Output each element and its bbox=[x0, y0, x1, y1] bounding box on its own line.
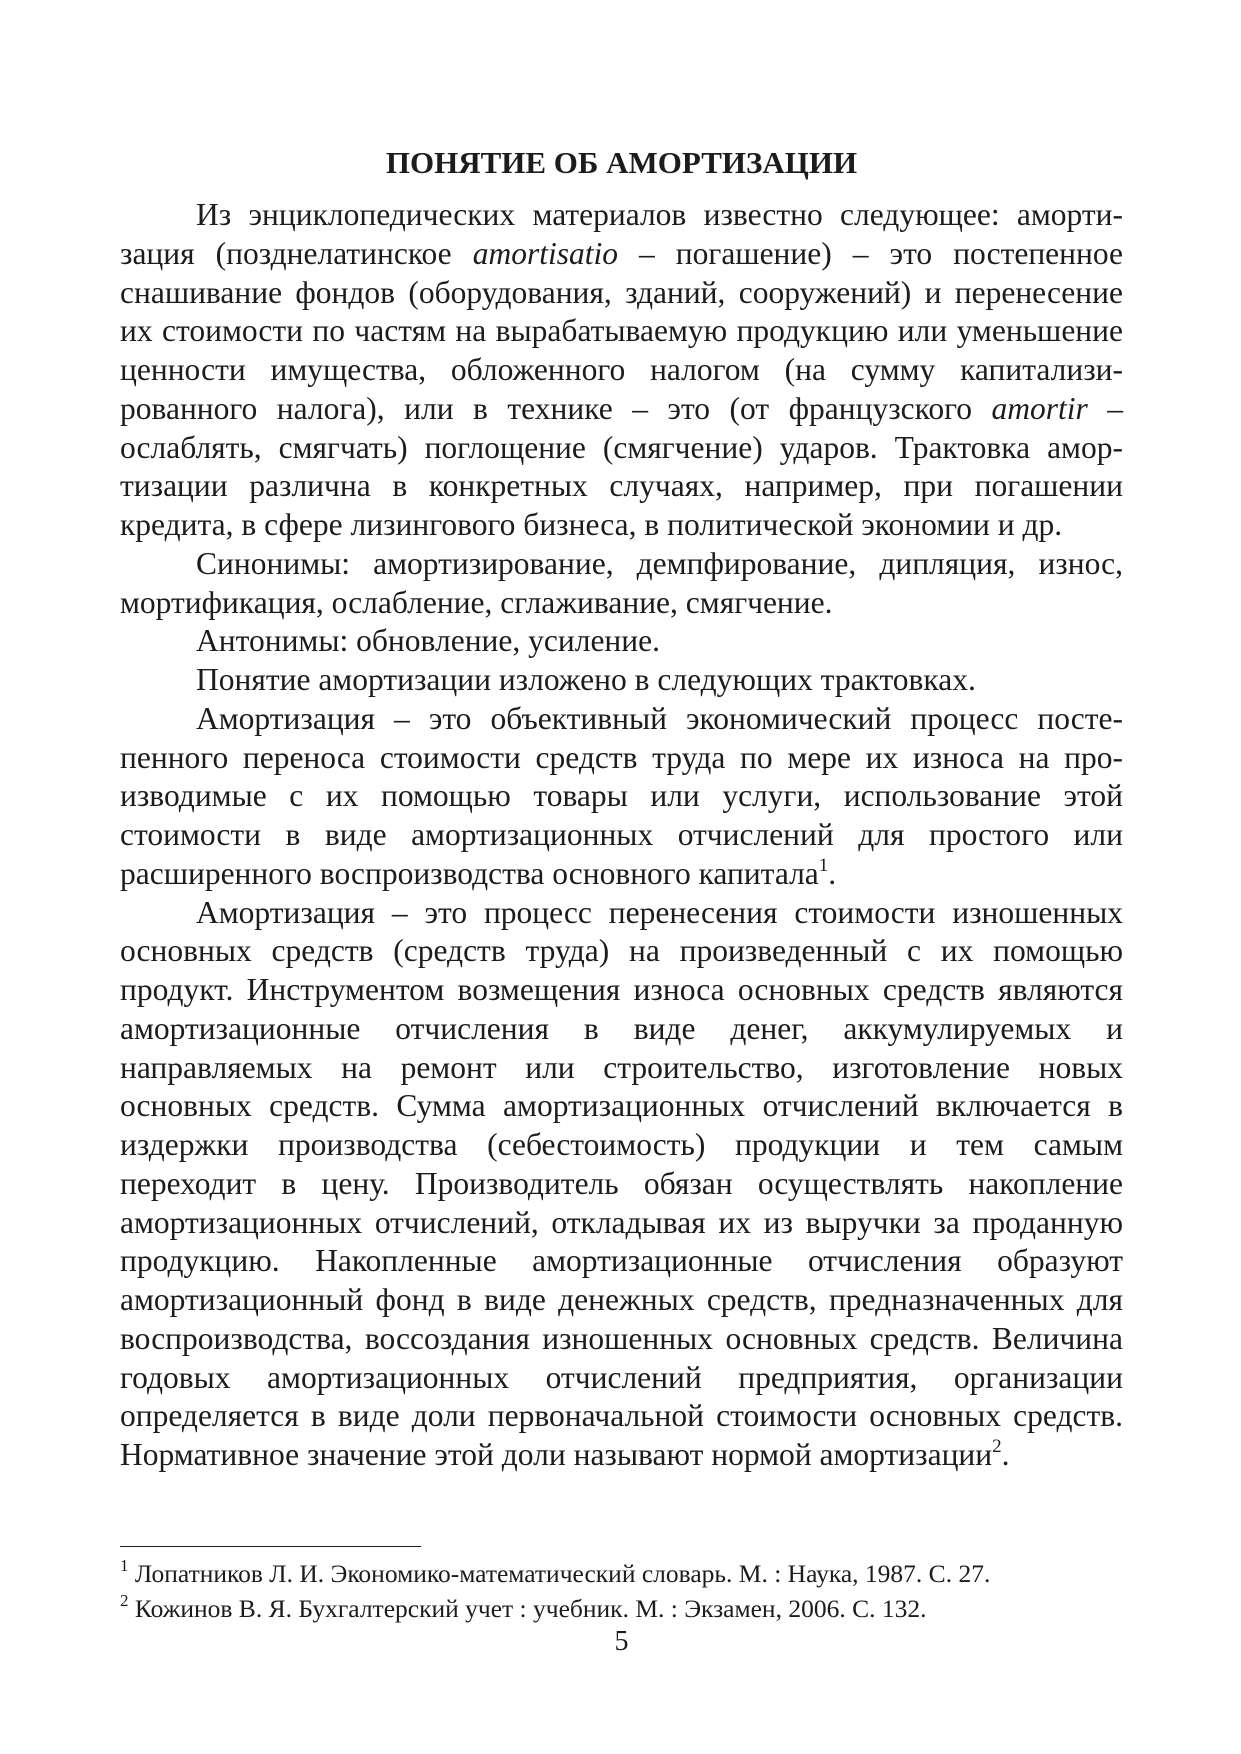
footnote-ref-1[interactable]: 1 bbox=[818, 854, 829, 876]
definition-2-text: Амортизация – это процесс перенесения стоимости изношенных основных средств (средств труда) на произведенный с их помощью продукт. Инструментом возмещения износа основных средств являются амортизационные отчисления в виде денег, аккумулируемых и направляемых на ремонт или строительство, изготовление новых основных средств. Сумма амортизационных отчислений включается в издержки производства (себестоимость) продукции и тем самым переходит в цену. Производитель обязан осуществлять накопление амортизационных отчислений, откладывая их из выручки за проданную продукцию. Накопленные амортизационные отчисления образуют амортизационный фонд в виде денежных средств, предназначенных для воспроизводства, воссоздания изношенных основных средств. Величина годовых амортизационных отчислений предприятия, организации определяется в виде доли первоначальной стоимости основных средств. Нормативное значение этой доли называют нормой амортизации bbox=[120, 894, 1123, 1472]
paragraph-intro bbox=[120, 196, 1123, 545]
intro-text-2: – погашение) – это постепенное снашивание фондов (оборудования, зданий, сооружений) и перенесение их стоимости по частям на вырабатываемую продукцию или уменьшение ценности имущества, обложенного налогом (на сумму капитализированного налога), или в технике – это (от французского bbox=[120, 235, 1123, 426]
paragraph-synonyms: Синонимы: амортизирование, демпфирование, дипляция, износ, мортификация, ослабление, сглаживание, смягчение. bbox=[120, 545, 1123, 620]
page-title: ПОНЯТИЕ ОБ АМОРТИЗАЦИИ bbox=[385, 145, 858, 180]
footnote-1-text: Лопатников Л. И. Экономико-математический словарь. М. : Наука, 1987. С. 27. bbox=[128, 1559, 991, 1588]
footnotes bbox=[120, 1556, 1123, 1626]
paragraph-interpretations: Понятие амортизации изложено в следующих трактовках. bbox=[196, 662, 976, 697]
footnote-ref-2[interactable]: 2 bbox=[992, 1436, 1002, 1457]
footnote-2 bbox=[120, 1591, 1123, 1626]
footnote-1-mark: 1 bbox=[120, 1556, 129, 1575]
intro-text-3: – ослаблять, смягчать) поглощение (смягчение) ударов. Трактовка амортизации различна в конкретных случаях, например, при погашении кредита, в сфере лизингового бизнеса, в политической экономии и др. bbox=[120, 390, 1124, 542]
paragraph-definition-1 bbox=[120, 700, 1123, 894]
footnote-2-text: Кожинов В. Я. Бухгалтерский учет : учебник. М. : Экзамен, 2006. С. 132. bbox=[128, 1594, 927, 1623]
page-number: 5 bbox=[614, 1626, 629, 1657]
intro-term-french: amortir bbox=[991, 390, 1088, 426]
definition-2-end: . bbox=[1001, 1437, 1010, 1472]
intro-text-1: Из энциклопедических материалов известно следующее: амортизация (позднелатинское bbox=[120, 197, 1123, 271]
footnote-divider bbox=[120, 1546, 421, 1547]
paragraph-definition-2 bbox=[120, 894, 1123, 1475]
definition-1-end: . bbox=[828, 855, 837, 891]
body-text bbox=[120, 196, 1123, 1475]
intro-term-latin: amortisatio bbox=[472, 235, 618, 271]
footnote-2-mark: 2 bbox=[120, 1591, 129, 1610]
footnote-1 bbox=[120, 1556, 1123, 1591]
document-page bbox=[120, 0, 1123, 1754]
paragraph-antonyms: Антонимы: обновление, усиление. bbox=[196, 623, 660, 659]
definition-1-text: Амортизация – это объективный экономический процесс постепенного переноса стоимости средств труда по мере их износа на производимые с их помощью товары или услуги, использование этой стоимости в виде амортизационных отчислений для простого или расширенного воспроизводства основного капитала bbox=[120, 700, 1123, 891]
